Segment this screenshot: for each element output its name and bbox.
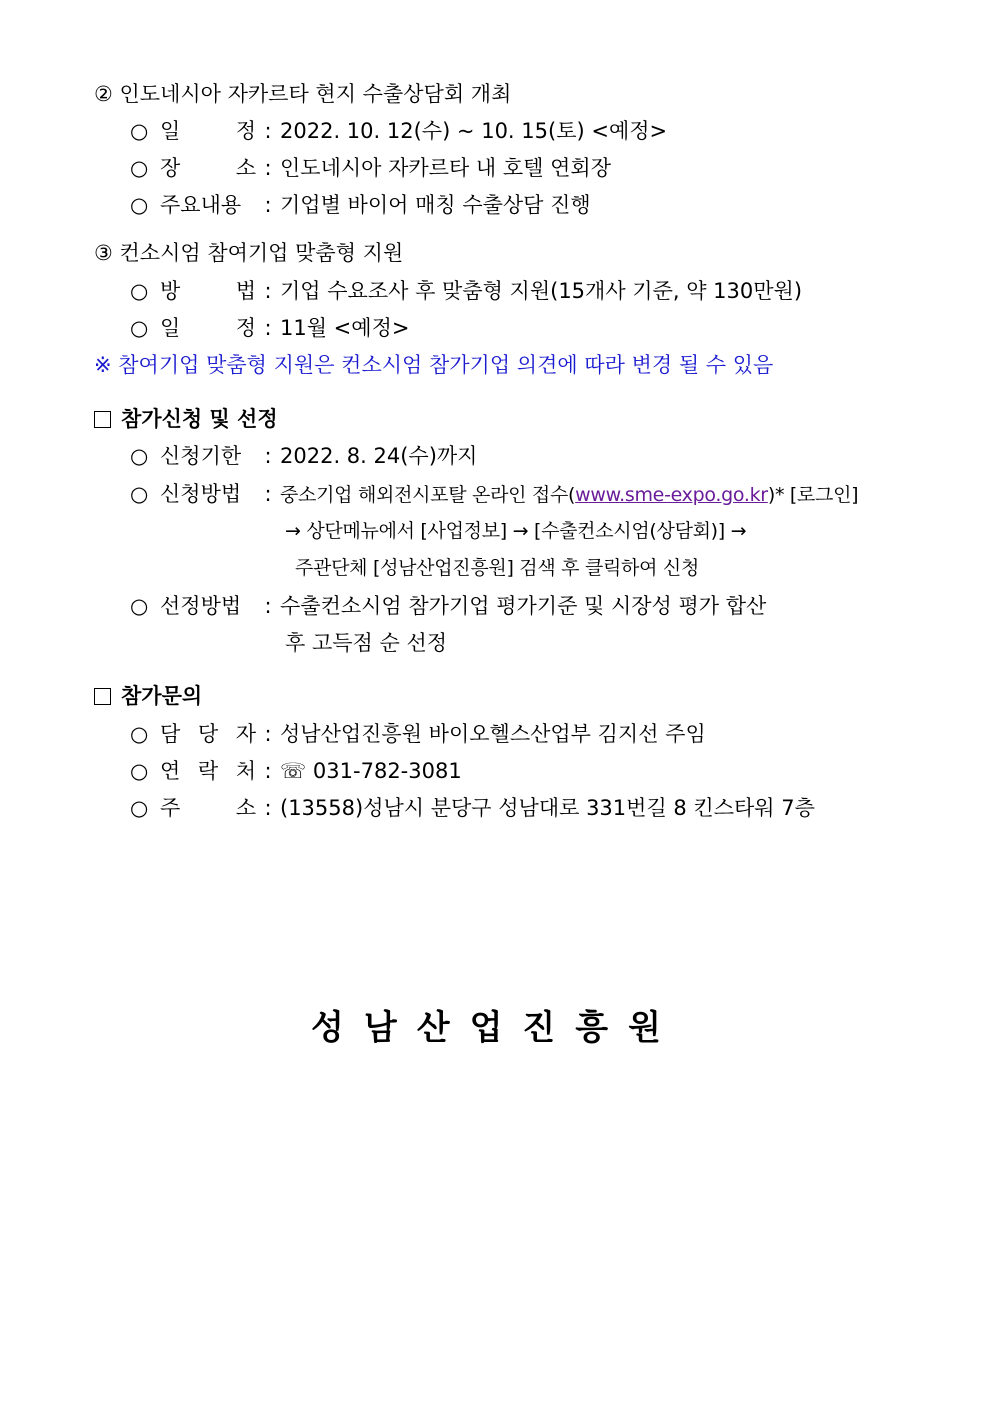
- item-value: 11월 <예정>: [280, 316, 410, 340]
- bullet-icon: ○: [130, 279, 149, 303]
- expo-portal-link[interactable]: www.sme-expo.go.kr: [575, 484, 768, 506]
- sec2-item-content: ○ 주요내용 : 기업별 바이어 매칭 수출상담 진행: [130, 193, 591, 217]
- sec2-item-schedule: ○ 일 정 : 2022. 10. 12(수) ~ 10. 15(토) <예정>: [130, 119, 668, 143]
- sec3-note: ※ 참여기업 맞춤형 지원은 컨소시엄 참가기업 의견에 따라 변경 될 수 있음: [94, 353, 774, 377]
- section-2-heading: ② 인도네시아 자카르타 현지 수출상담회 개최: [94, 82, 512, 106]
- section-3-heading: ③ 컨소시엄 참여기업 맞춤형 지원: [94, 241, 404, 265]
- item-value: 인도네시아 자카르타 내 호텔 연회장: [280, 156, 611, 180]
- item-label: 선정방법: [160, 594, 242, 618]
- bullet-icon: ○: [130, 444, 149, 468]
- sec3-item-method: ○ 방 법 : 기업 수요조사 후 맞춤형 지원(15개사 기준, 약 130만원): [130, 279, 803, 303]
- item-label: 방 법: [160, 279, 256, 303]
- item-label: 일 정: [160, 316, 256, 340]
- item-value: 수출컨소시엄 참가기업 평가기준 및 시장성 평가 합산: [280, 594, 767, 618]
- bullet-icon: ○: [130, 193, 149, 217]
- item-value: 성남산업진흥원 바이오헬스산업부 김지선 주임: [280, 722, 706, 746]
- contact-person: ○ 담 당 자 : 성남산업진흥원 바이오헬스산업부 김지선 주임: [130, 722, 706, 746]
- apply-selection: ○ 선정방법 : 수출컨소시엄 참가기업 평가기준 및 시장성 평가 합산: [130, 594, 767, 618]
- item-label: 일 정: [160, 119, 256, 143]
- item-label: 신청방법: [160, 482, 242, 506]
- bullet-icon: ○: [130, 722, 149, 746]
- organization-footer: 성남산업진흥원: [311, 1008, 681, 1048]
- apply-heading: 참가신청 및 선정: [94, 405, 278, 433]
- contact-address: ○ 주 소 : (13558)성남시 분당구 성남대로 331번길 8 킨스타워 7층: [130, 796, 815, 820]
- item-value: 2022. 8. 24(수)까지: [280, 444, 478, 468]
- apply-selection-line2: 후 고득점 순 선정: [285, 631, 448, 655]
- apply-method: ○ 신청방법 : 중소기업 해외전시포탈 온라인 접수(www.sme-expo.go.kr)* [로그인]: [130, 482, 859, 506]
- contact-heading: 참가문의: [94, 682, 202, 710]
- item-label: 주 소: [160, 796, 256, 820]
- apply-method-line2: → 상단메뉴에서 [사업정보] → [수출컨소시엄(상담회)] →: [285, 520, 747, 542]
- contact-phone: ○ 연 락 처 : ☏ 031-782-3081: [130, 759, 462, 783]
- bullet-icon: ○: [130, 119, 149, 143]
- item-value: (13558)성남시 분당구 성남대로 331번길 8 킨스타워 7층: [280, 796, 815, 820]
- item-value: ☏ 031-782-3081: [280, 759, 462, 783]
- apply-method-line3: 주관단체 [성남산업진흥원] 검색 후 클릭하여 신청: [295, 557, 700, 579]
- item-value: 기업별 바이어 매칭 수출상담 진행: [280, 193, 591, 217]
- item-label: 장 소: [160, 156, 256, 180]
- sec3-item-schedule: ○ 일 정 : 11월 <예정>: [130, 316, 410, 340]
- apply-deadline: ○ 신청기한 : 2022. 8. 24(수)까지: [130, 444, 478, 468]
- item-value: 기업 수요조사 후 맞춤형 지원(15개사 기준, 약 130만원): [280, 279, 803, 303]
- checkbox-square-icon: [94, 411, 111, 428]
- bullet-icon: ○: [130, 796, 149, 820]
- checkbox-square-icon: [94, 688, 111, 705]
- bullet-icon: ○: [130, 759, 149, 783]
- item-label: 신청기한: [160, 444, 242, 468]
- sec2-item-venue: ○ 장 소 : 인도네시아 자카르타 내 호텔 연회장: [130, 156, 611, 180]
- bullet-icon: ○: [130, 594, 149, 618]
- bullet-icon: ○: [130, 316, 149, 340]
- item-label: 연 락 처: [160, 759, 256, 783]
- item-value: 2022. 10. 12(수) ~ 10. 15(토) <예정>: [280, 119, 668, 143]
- item-label: 담 당 자: [160, 722, 256, 746]
- item-label: 주요내용: [160, 193, 242, 217]
- bullet-icon: ○: [130, 156, 149, 180]
- bullet-icon: ○: [130, 482, 149, 506]
